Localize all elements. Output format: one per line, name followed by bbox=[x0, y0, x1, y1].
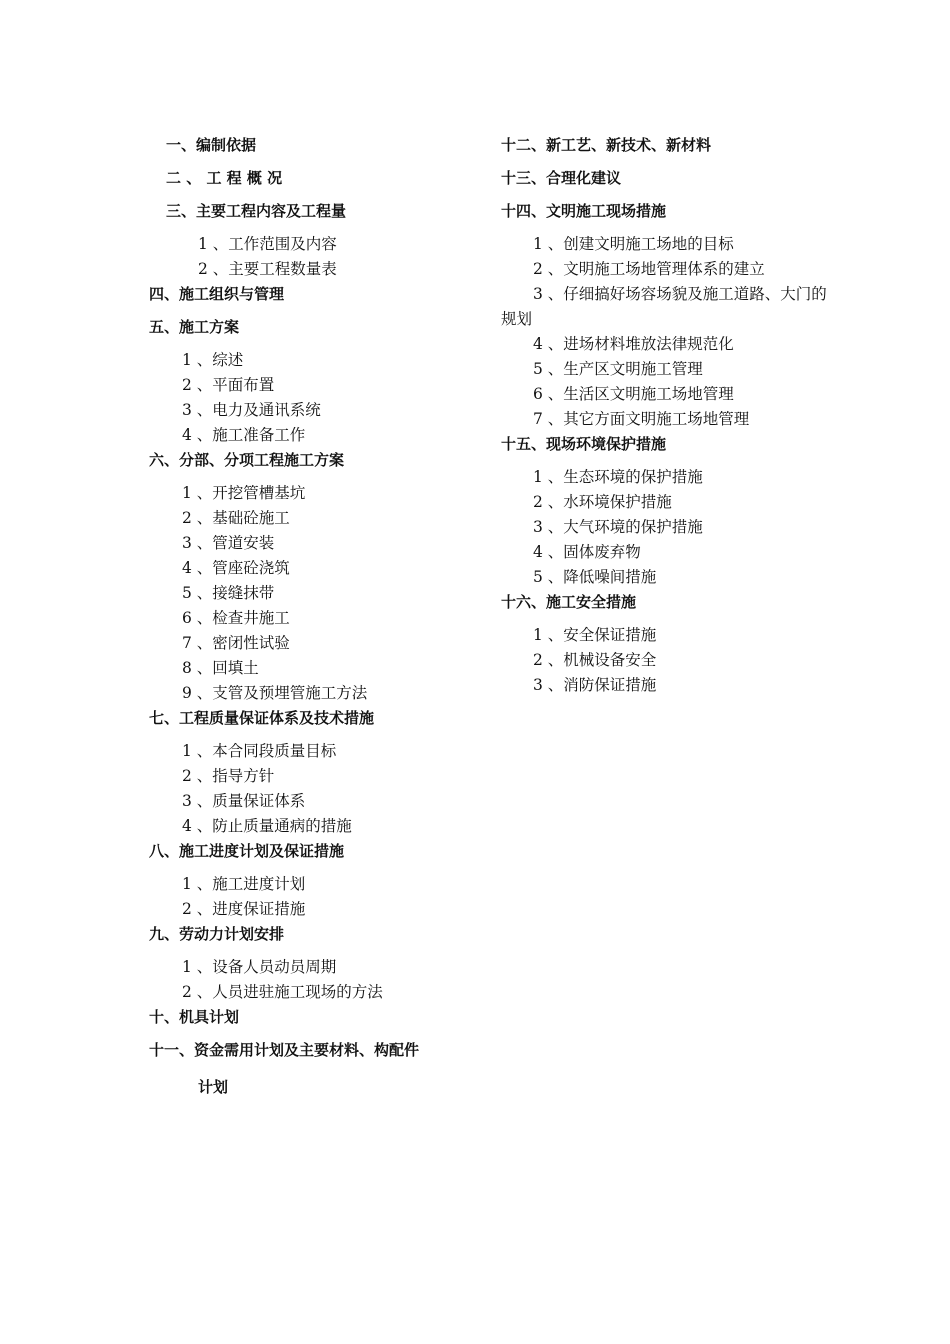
toc-heading: 十二、新工艺、新技术、新材料 bbox=[501, 136, 712, 154]
toc-subitem: 4 、施工准备工作 bbox=[182, 426, 306, 444]
toc-heading: 十三、合理化建议 bbox=[501, 169, 622, 187]
toc-subitem: 1 、开挖管槽基坑 bbox=[182, 484, 306, 502]
toc-subitem: 1 、本合同段质量目标 bbox=[182, 742, 337, 760]
toc-subitem: 2 、机械设备安全 bbox=[533, 651, 657, 669]
toc-subitem: 6 、检查井施工 bbox=[182, 609, 290, 627]
toc-subitem: 2 、文明施工场地管理体系的建立 bbox=[533, 260, 765, 278]
toc-subitem: 1 、生态环境的保护措施 bbox=[533, 468, 703, 486]
toc-subitem: 4 、进场材料堆放法律规范化 bbox=[533, 335, 734, 353]
toc-subitem: 2 、人员进驻施工现场的方法 bbox=[182, 983, 383, 1001]
toc-subitem: 规划 bbox=[501, 310, 533, 328]
toc-heading: 计划 bbox=[198, 1078, 229, 1096]
toc-heading: 一、编制依据 bbox=[166, 136, 257, 154]
toc-heading: 五、施工方案 bbox=[149, 318, 240, 336]
toc-subitem: 8 、回填土 bbox=[182, 659, 259, 677]
toc-subitem: 3 、消防保证措施 bbox=[533, 676, 657, 694]
toc-subitem: 7 、其它方面文明施工场地管理 bbox=[533, 410, 750, 428]
toc-subitem: 3 、电力及通讯系统 bbox=[182, 401, 321, 419]
toc-heading: 十五、现场环境保护措施 bbox=[501, 435, 667, 453]
toc-heading: 十一、资金需用计划及主要材料、构配件 bbox=[149, 1041, 420, 1059]
toc-subitem: 3 、大气环境的保护措施 bbox=[533, 518, 703, 536]
toc-subitem: 4 、固体废弃物 bbox=[533, 543, 641, 561]
toc-subitem: 3 、质量保证体系 bbox=[182, 792, 306, 810]
toc-heading: 十六、施工安全措施 bbox=[501, 593, 637, 611]
toc-subitem: 5 、接缝抹带 bbox=[182, 584, 275, 602]
toc-heading: 九、劳动力计划安排 bbox=[149, 925, 285, 943]
toc-subitem: 9 、支管及预埋管施工方法 bbox=[182, 684, 368, 702]
toc-subitem: 3 、仔细搞好场容场貌及施工道路、大门的 bbox=[533, 285, 827, 303]
toc-heading: 十、机具计划 bbox=[149, 1008, 240, 1026]
toc-subitem: 5 、降低噪间措施 bbox=[533, 568, 657, 586]
toc-subitem: 1 、综述 bbox=[182, 351, 244, 369]
toc-heading: 八、施工进度计划及保证措施 bbox=[149, 842, 345, 860]
toc-heading: 四、施工组织与管理 bbox=[149, 285, 285, 303]
toc-subitem: 1 、安全保证措施 bbox=[533, 626, 657, 644]
toc-heading: 七、工程质量保证体系及技术措施 bbox=[149, 709, 375, 727]
toc-subitem: 2 、主要工程数量表 bbox=[198, 260, 337, 278]
toc-subitem: 3 、管道安装 bbox=[182, 534, 275, 552]
toc-subitem: 2 、指导方针 bbox=[182, 767, 275, 785]
toc-subitem: 2 、基础砼施工 bbox=[182, 509, 290, 527]
toc-subitem: 1 、设备人员动员周期 bbox=[182, 958, 337, 976]
toc-subitem: 1 、创建文明施工场地的目标 bbox=[533, 235, 734, 253]
toc-heading: 十四、文明施工现场措施 bbox=[501, 202, 667, 220]
toc-heading: 六、分部、分项工程施工方案 bbox=[149, 451, 345, 469]
toc-subitem: 1 、施工进度计划 bbox=[182, 875, 306, 893]
toc-subitem: 1 、工作范围及内容 bbox=[198, 235, 337, 253]
toc-heading: 二 、 工 程 概 况 bbox=[166, 169, 283, 187]
toc-subitem: 4 、防止质量通病的措施 bbox=[182, 817, 352, 835]
toc-subitem: 4 、管座砼浇筑 bbox=[182, 559, 290, 577]
toc-subitem: 6 、生活区文明施工场地管理 bbox=[533, 385, 734, 403]
toc-heading: 三、主要工程内容及工程量 bbox=[166, 202, 347, 220]
toc-subitem: 7 、密闭性试验 bbox=[182, 634, 290, 652]
toc-subitem: 2 、水环境保护措施 bbox=[533, 493, 672, 511]
toc-subitem: 2 、进度保证措施 bbox=[182, 900, 306, 918]
toc-subitem: 5 、生产区文明施工管理 bbox=[533, 360, 703, 378]
toc-subitem: 2 、平面布置 bbox=[182, 376, 275, 394]
